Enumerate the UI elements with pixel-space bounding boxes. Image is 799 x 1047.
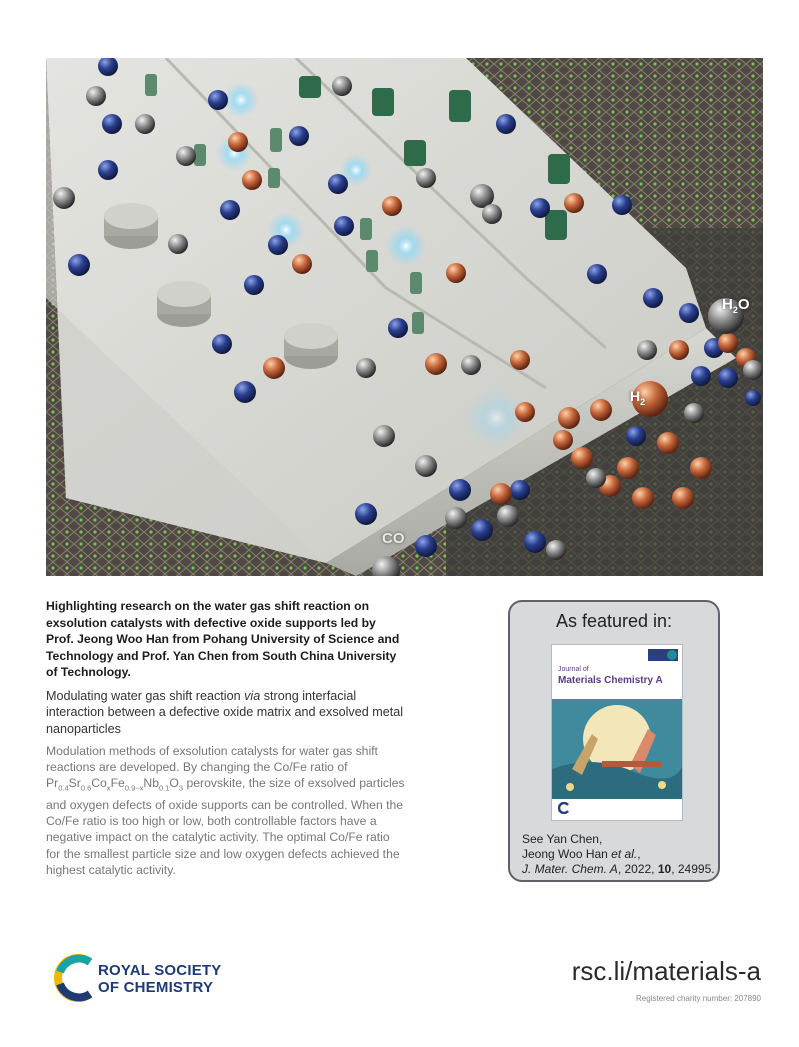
co-molecule-label: CO [382, 530, 405, 547]
article-summary [46, 598, 406, 878]
cover-journal-line1: Journal of [558, 666, 589, 673]
rsc-wordmark[interactable] [98, 962, 221, 996]
featured-in-box [508, 600, 720, 882]
see-citation-line[interactable]: J. Mater. Chem. A, 2022, 10, 24995. [522, 862, 715, 876]
see-authors-line2: Jeong Woo Han et al., [522, 847, 641, 861]
journal-url-link[interactable]: rsc.li/materials-a [571, 956, 761, 986]
cover-journal-line2: Materials Chemistry A [558, 675, 663, 686]
hero-illustration [46, 58, 763, 576]
charity-number: Registered charity number: 207890 [636, 994, 761, 1003]
catalyst-scene-art [46, 58, 763, 576]
abstract-paragraph: Modulation methods of exsolution catalysts for water gas shift reactions are developed. By changing the Co/Fe ratio of $Pr_{0.4}Sr_{0.6}Co_xFe_{0.9-x}Nb_{0.1}O_3$ perovskite, the size of exsolved particles and oxygen defects of oxide supports can be controlled. When the Co/Fe ratio is too high or low, both controllable factors have a negative impact on the catalytic activity. The optimal Co/Fe ratio for the smallest particle size and low oxygen defects achieved the highest catalytic activity. [46, 744, 405, 877]
journal-cover-thumbnail[interactable] [551, 644, 683, 821]
featured-title: As featured in: [555, 611, 673, 631]
h2-molecule-label: $H_2$ [630, 388, 646, 407]
cover-artwork [552, 699, 682, 799]
rsc-wordmark-line2: OF CHEMISTRY [98, 979, 214, 996]
cover-rsc-logo-icon [558, 802, 570, 814]
rsc-logo-icon[interactable] [46, 948, 106, 1008]
rsc-wordmark-line1: ROYAL SOCIETY [98, 962, 222, 979]
highlight-paragraph: Highlighting research on the water gas shift reaction on exsolution catalysts with defective oxide supports led by Prof. Jeong Woo Han from Pohang University of Science and Technology and Prof. Yan Chen from South China University of Technology. [46, 599, 400, 679]
see-authors-line1: See Yan Chen, [522, 832, 603, 846]
h2o-molecule-label: $H_2O$ [722, 296, 750, 315]
article-title: Modulating water gas shift reaction via strong interfacial interaction between a defective oxide matrix and exsolved metal nanoparticles [46, 688, 404, 736]
